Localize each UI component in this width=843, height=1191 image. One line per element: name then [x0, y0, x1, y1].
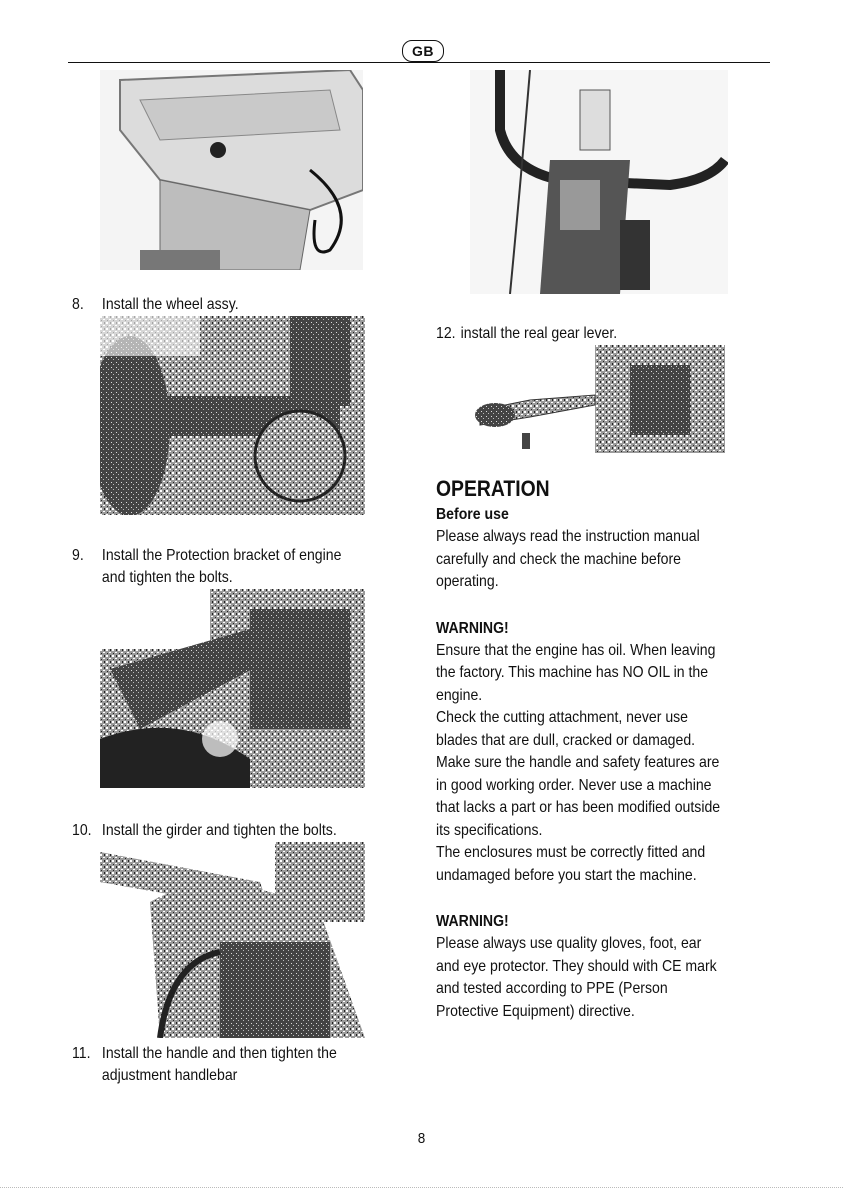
step-12 — [436, 323, 726, 345]
text-line: operating. — [436, 573, 499, 590]
step-text-line-2: and tighten the bolts. — [101, 569, 233, 586]
step-number: 8. — [72, 296, 84, 313]
text-line: Please always use quality gloves, foot, ear — [436, 935, 702, 952]
protection-bracket-photo — [100, 589, 365, 788]
step-number: 9. — [72, 547, 84, 564]
text-line: carefully and check the machine before — [436, 550, 681, 568]
text-line: Please always read the instruction manual — [436, 528, 700, 545]
step-text-line-1: Install the handle and then tighten the — [101, 1045, 337, 1062]
step-9 — [72, 545, 380, 589]
step-text-line-1: Install the Protection bracket of engine — [101, 547, 342, 564]
text-line: in good working order. Never use a machine — [436, 776, 712, 794]
step-text-line-2: adjustment handlebar — [101, 1067, 238, 1084]
text-line: its specifications. — [436, 821, 543, 839]
step-8 — [72, 294, 362, 316]
warning-heading-1: WARNING! — [436, 619, 509, 637]
engine-cover-photo — [100, 70, 363, 270]
text-line: The enclosures must be correctly fitted and — [436, 844, 706, 861]
gear-lever-photo — [470, 345, 725, 453]
operation-heading: OPERATION — [436, 476, 550, 501]
text-line: Make sure the handle and safety features are — [436, 754, 720, 771]
intro-paragraph — [436, 526, 753, 594]
warning-heading-2: WARNING! — [436, 913, 509, 930]
step-text: install the real gear lever. — [460, 325, 618, 342]
step-11 — [72, 1043, 380, 1087]
text-line: Check the cutting attachment, never use — [436, 709, 689, 726]
girder-photo — [100, 842, 365, 1038]
warning-paragraph-1 — [436, 640, 753, 888]
operation-section — [436, 476, 753, 1023]
header-rule — [68, 62, 770, 63]
text-line: Protective Equipment) directive. — [436, 1002, 635, 1020]
before-use-heading: Before use — [436, 506, 509, 523]
warning-paragraph-2 — [436, 933, 753, 1023]
text-line: blades that are dull, cracked or damaged. — [436, 731, 696, 749]
page-number: 8 — [417, 1130, 426, 1147]
step-number: 12. — [436, 325, 456, 342]
bottom-border — [0, 1187, 843, 1188]
step-text: Install the girder and tighten the bolts. — [101, 822, 337, 839]
text-line: and tested according to PPE (Person — [436, 980, 668, 997]
text-line: Ensure that the engine has oil. When leaving — [436, 641, 716, 659]
step-number: 10. — [72, 822, 92, 839]
text-line: and eye protector. They should with CE mark — [436, 957, 717, 975]
step-number: 11. — [72, 1045, 91, 1062]
text-line: the factory. This machine has NO OIL in the — [436, 664, 709, 681]
step-10 — [72, 820, 380, 842]
language-badge: GB — [402, 40, 444, 62]
text-line: that lacks a part or has been modified outside — [436, 799, 721, 816]
text-line: undamaged before you start the machine. — [436, 866, 697, 884]
handlebar-photo — [470, 70, 728, 294]
text-line: engine. — [436, 686, 483, 704]
step-text: Install the wheel assy. — [101, 296, 239, 313]
wheel-assembly-photo — [100, 316, 365, 515]
